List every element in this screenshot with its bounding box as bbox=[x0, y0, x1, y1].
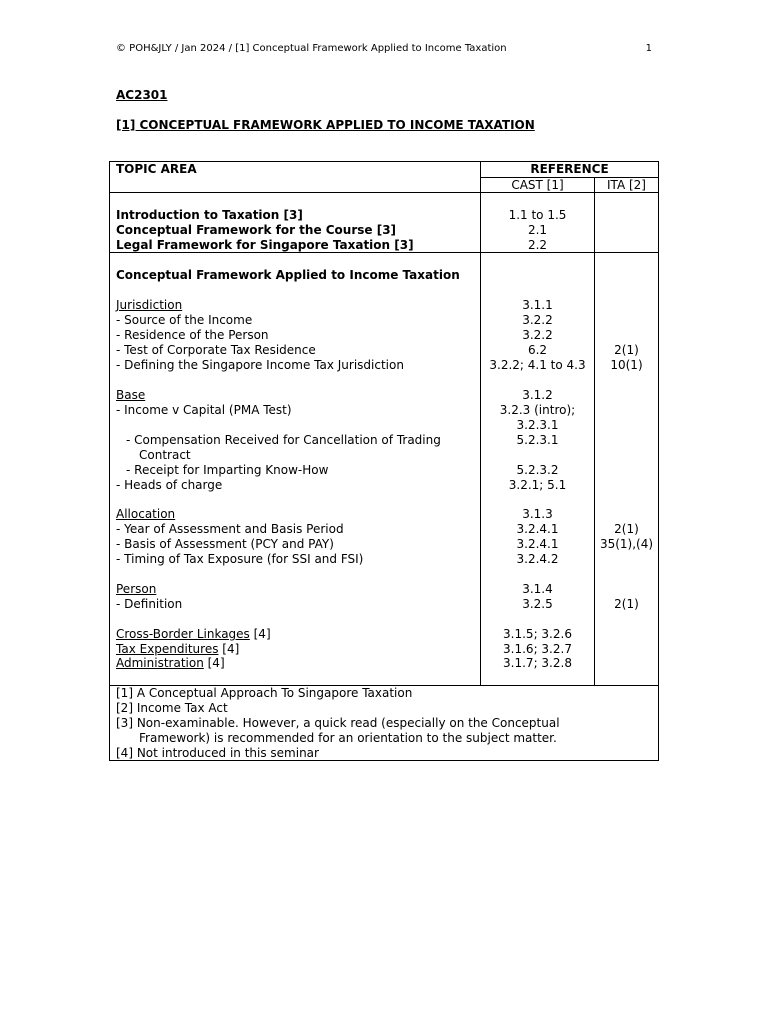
topic-intro-taxation: Introduction to Taxation [3] bbox=[116, 208, 303, 222]
topic-cross-border bbox=[116, 627, 271, 642]
cast-ref: 3.1.1 bbox=[522, 298, 553, 312]
page-title: [1] CONCEPTUAL FRAMEWORK APPLIED TO INCOME TAXATION bbox=[116, 118, 535, 132]
cast-ref: 3.1.4 bbox=[522, 582, 553, 596]
topic-administration bbox=[116, 656, 225, 671]
topic-corporate-residence: - Test of Corporate Tax Residence bbox=[116, 343, 316, 357]
cast-ref: 3.2.3.1 bbox=[516, 418, 559, 432]
cross-border-label: Cross-Border Linkages bbox=[116, 627, 250, 641]
footnote-marker: [4] bbox=[218, 642, 240, 656]
footnote-4: [4] Not introduced in this seminar bbox=[116, 746, 319, 760]
cast-ref: 2.1 bbox=[527, 223, 548, 237]
administration-label: Administration bbox=[116, 656, 204, 670]
base-heading: Base bbox=[116, 388, 146, 402]
cast-ref: 3.2.2 bbox=[522, 313, 553, 327]
cast-ref: 3.2.4.2 bbox=[516, 552, 559, 566]
cast-ref: 3.1.2 bbox=[522, 388, 553, 402]
cast-ref: 3.2.1; 5.1 bbox=[508, 478, 567, 492]
header-text: © POH&JLY / Jan 2024 / [1] Conceptual Framework Applied to Income Taxation bbox=[116, 43, 507, 54]
ita-header: ITA [2] bbox=[607, 178, 646, 192]
cast-ref: 3.2.5 bbox=[522, 597, 553, 611]
topic-compensation: - Compensation Received for Cancellation of Trading bbox=[126, 433, 441, 447]
cast-ref: 5.2.3.1 bbox=[516, 433, 559, 447]
cast-ref: 6.2 bbox=[527, 343, 548, 357]
ita-ref: 35(1),(4) bbox=[599, 537, 654, 551]
topic-timing-tax-exposure: - Timing of Tax Exposure (for SSI and FSI) bbox=[116, 552, 364, 566]
allocation-heading: Allocation bbox=[116, 507, 176, 521]
cast-ref: 3.2.3 (intro); bbox=[499, 403, 576, 417]
cast-ref: 3.1.7; 3.2.8 bbox=[503, 656, 572, 670]
ita-ref: 2(1) bbox=[614, 343, 639, 357]
cast-ref: 3.2.2; 4.1 to 4.3 bbox=[489, 358, 586, 372]
footnote-3-cont: Framework) is recommended for an orientation to the subject matter. bbox=[139, 731, 557, 745]
footnote-marker: [4] bbox=[249, 627, 271, 641]
table-border-right bbox=[658, 161, 659, 761]
topic-defining-jurisdiction: - Defining the Singapore Income Tax Jurisdiction bbox=[116, 358, 404, 372]
topic-year-of-assessment: - Year of Assessment and Basis Period bbox=[116, 522, 344, 536]
topic-conceptual-framework: Conceptual Framework for the Course [3] bbox=[116, 223, 397, 237]
footnote-1: [1] A Conceptual Approach To Singapore Taxation bbox=[116, 686, 413, 700]
topic-heads-of-charge: - Heads of charge bbox=[116, 478, 223, 492]
topic-residence-person: - Residence of the Person bbox=[116, 328, 269, 342]
topic-reference-table bbox=[109, 161, 659, 761]
footnote-3: [3] Non-examinable. However, a quick read (especially on the Conceptual bbox=[116, 716, 560, 730]
topic-basis-of-assessment: - Basis of Assessment (PCY and PAY) bbox=[116, 537, 334, 551]
reference-header: REFERENCE bbox=[530, 162, 609, 176]
topic-compensation-cont: Contract bbox=[139, 448, 191, 462]
cast-ref: 3.1.6; 3.2.7 bbox=[503, 642, 572, 656]
cast-header: CAST [1] bbox=[511, 178, 564, 192]
ita-ref: 10(1) bbox=[610, 358, 643, 372]
cast-ref: 2.2 bbox=[527, 238, 548, 252]
topic-income-capital: - Income v Capital (PMA Test) bbox=[116, 403, 292, 417]
course-code: AC2301 bbox=[116, 88, 168, 102]
cast-ref: 3.1.3 bbox=[522, 507, 553, 521]
cast-ref: 5.2.3.2 bbox=[516, 463, 559, 477]
tax-expenditures-label: Tax Expenditures bbox=[116, 642, 219, 656]
cast-ref: 3.2.4.1 bbox=[516, 522, 559, 536]
page-header bbox=[116, 43, 652, 54]
person-heading: Person bbox=[116, 582, 157, 596]
topic-tax-expenditures bbox=[116, 642, 239, 657]
ita-ref: 2(1) bbox=[614, 522, 639, 536]
topic-legal-framework: Legal Framework for Singapore Taxation [3] bbox=[116, 238, 414, 252]
ita-ref: 2(1) bbox=[614, 597, 639, 611]
cast-ref: 3.2.4.1 bbox=[516, 537, 559, 551]
topic-area-header: TOPIC AREA bbox=[116, 162, 197, 176]
jurisdiction-heading: Jurisdiction bbox=[116, 298, 183, 312]
footnote-2: [2] Income Tax Act bbox=[116, 701, 228, 715]
topic-definition: - Definition bbox=[116, 597, 183, 611]
topic-source-income: - Source of the Income bbox=[116, 313, 253, 327]
topic-know-how: - Receipt for Imparting Know-How bbox=[126, 463, 329, 477]
section-title: Conceptual Framework Applied to Income Taxation bbox=[116, 268, 460, 282]
footnote-marker: [4] bbox=[203, 656, 225, 670]
page-number: 1 bbox=[645, 43, 652, 54]
table-border-left bbox=[109, 161, 110, 761]
cast-ref: 1.1 to 1.5 bbox=[508, 208, 567, 222]
cast-ref: 3.2.2 bbox=[522, 328, 553, 342]
cast-ref: 3.1.5; 3.2.6 bbox=[503, 627, 572, 641]
